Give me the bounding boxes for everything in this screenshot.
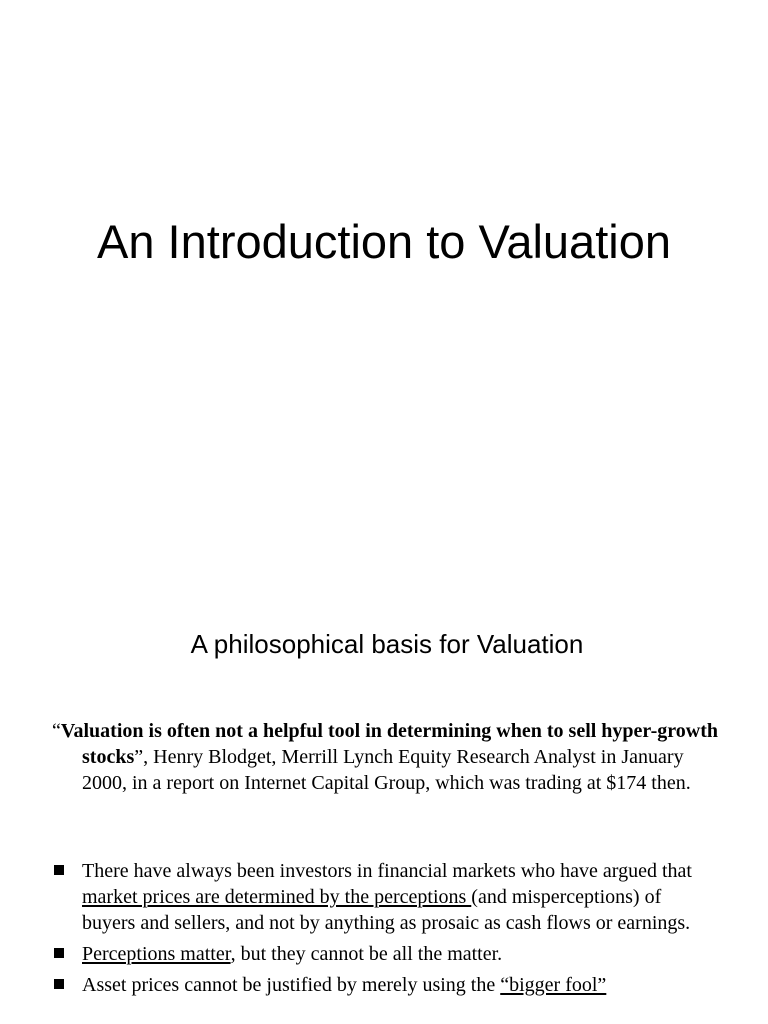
square-bullet-icon [54, 948, 64, 958]
bullet-underlined-text: Perceptions matter [82, 943, 231, 965]
quote-bold-text: Valuation is often not a helpful tool in determining when to sell hyper-growth stocks [60, 720, 718, 768]
list-item [52, 972, 692, 998]
bullet-text-pre: There have always been investors in financial markets who have argued that [82, 860, 692, 882]
slide-title: An Introduction to Valuation [97, 215, 671, 268]
bullet-underlined-text: market prices are determined by the perceptions [82, 886, 472, 908]
bullet-underlined-text: “bigger fool” [500, 974, 607, 996]
blodget-quote [52, 718, 722, 796]
bullet-text-post: , but they cannot be all the matter. [230, 943, 503, 965]
quote-attribution: , Henry Blodget, Merrill Lynch Equity Research Analyst in January 2000, in a report on Internet Capital Group, which was trading at $174 then. [82, 746, 691, 794]
bullet-list [52, 858, 692, 1003]
bullet-text-post: (and misperceptions) of buyers and sellers, and not by anything as prosaic as cash flows or earnings. [82, 886, 691, 934]
list-item [52, 858, 692, 936]
quote-open-mark: “ [52, 720, 61, 742]
square-bullet-icon [54, 979, 64, 989]
section-title: A philosophical basis for Valuation [190, 629, 584, 659]
quote-close-mark: ” [134, 746, 144, 768]
list-item [52, 941, 692, 967]
square-bullet-icon [54, 865, 64, 875]
bullet-text-pre: Asset prices cannot be justified by merely using the [82, 974, 501, 996]
